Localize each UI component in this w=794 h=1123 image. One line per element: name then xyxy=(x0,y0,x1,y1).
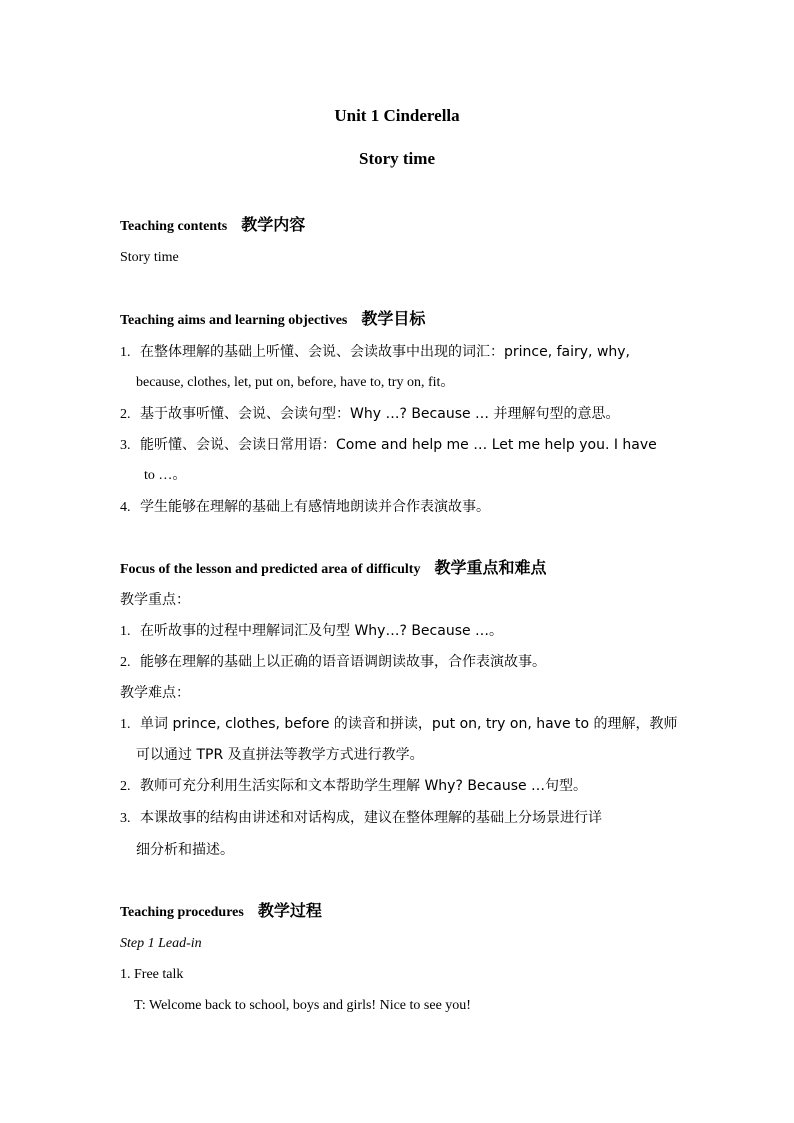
difficulty-item-1 xyxy=(120,714,678,735)
item-text: 基于故事听懂、会说、会读句型：Why …? Because … 并理解句型的意思。 xyxy=(140,406,620,422)
section-heading-focus xyxy=(120,559,547,580)
section-heading-procedures xyxy=(120,902,322,923)
heading-cn: 教学内容 xyxy=(241,217,306,234)
item-number: 2. xyxy=(120,779,131,794)
item-number: 4. xyxy=(120,500,131,515)
item-number: 3. xyxy=(120,811,131,826)
section-heading-contents xyxy=(120,216,305,237)
aims-item-3 xyxy=(120,435,657,456)
section-heading-aims xyxy=(120,310,425,331)
item-text: 单词 prince, clothes, before 的读音和拼读，put on, try on, have to 的理解，教师 xyxy=(140,716,678,732)
key-points-label: 教学重点： xyxy=(120,592,190,608)
contents-body: Story time xyxy=(120,250,179,265)
heading-en: Teaching aims and learning objectives xyxy=(120,313,348,328)
aims-item-4 xyxy=(120,497,490,518)
heading-cn: 教学重点和难点 xyxy=(434,560,547,577)
item-number: 2. xyxy=(120,407,131,422)
heading-en: Teaching contents xyxy=(120,219,228,234)
teacher-dialogue: T: Welcome back to school, boys and girls! Nice to see you! xyxy=(134,998,471,1013)
item-text: 本课故事的结构由讲述和对话构成，建议在整体理解的基础上分场景进行详 xyxy=(140,810,602,826)
difficulty-label: 教学难点： xyxy=(120,685,190,701)
item-text: 教师可充分利用生活实际和文本帮助学生理解 Why? Because …句型。 xyxy=(140,778,588,794)
aims-item-1-cont: because, clothes, let, put on, before, have to, try on, fit。 xyxy=(136,375,455,390)
heading-cn: 教学目标 xyxy=(361,311,426,328)
document-subtitle: Story time xyxy=(358,149,435,168)
document-title: Unit 1 Cinderella xyxy=(334,106,460,125)
free-talk-item: 1. Free talk xyxy=(120,967,184,982)
aims-item-1 xyxy=(120,342,630,363)
aims-item-3-cont: to …。 xyxy=(144,468,187,483)
key-item-1 xyxy=(120,621,503,642)
difficulty-item-3-cont: 细分析和描述。 xyxy=(136,842,234,858)
item-text: 在整体理解的基础上听懂、会说、会读故事中出现的词汇：prince, fairy, why, xyxy=(140,344,631,360)
step-1-label: Step 1 Lead-in xyxy=(120,936,202,951)
key-item-2 xyxy=(120,652,546,673)
item-text: 学生能够在理解的基础上有感情地朗读并合作表演故事。 xyxy=(140,499,490,515)
heading-en: Focus of the lesson and predicted area of difficulty xyxy=(120,562,421,577)
item-number: 1. xyxy=(120,345,131,360)
heading-cn: 教学过程 xyxy=(257,903,322,920)
aims-item-2 xyxy=(120,404,620,425)
item-number: 1. xyxy=(120,624,131,639)
heading-en: Teaching procedures xyxy=(120,905,244,920)
item-number: 1. xyxy=(120,717,131,732)
item-number: 3. xyxy=(120,438,131,453)
item-text: 在听故事的过程中理解词汇及句型 Why…? Because …。 xyxy=(140,623,504,639)
difficulty-item-1-cont: 可以通过 TPR 及直拼法等教学方式进行教学。 xyxy=(136,747,424,763)
difficulty-item-2 xyxy=(120,776,587,797)
item-number: 2. xyxy=(120,655,131,670)
item-text: 能听懂、会说、会读日常用语：Come and help me … Let me help you. I have xyxy=(140,437,657,453)
item-text: 能够在理解的基础上以正确的语音语调朗读故事，合作表演故事。 xyxy=(140,654,546,670)
difficulty-item-3 xyxy=(120,808,602,829)
